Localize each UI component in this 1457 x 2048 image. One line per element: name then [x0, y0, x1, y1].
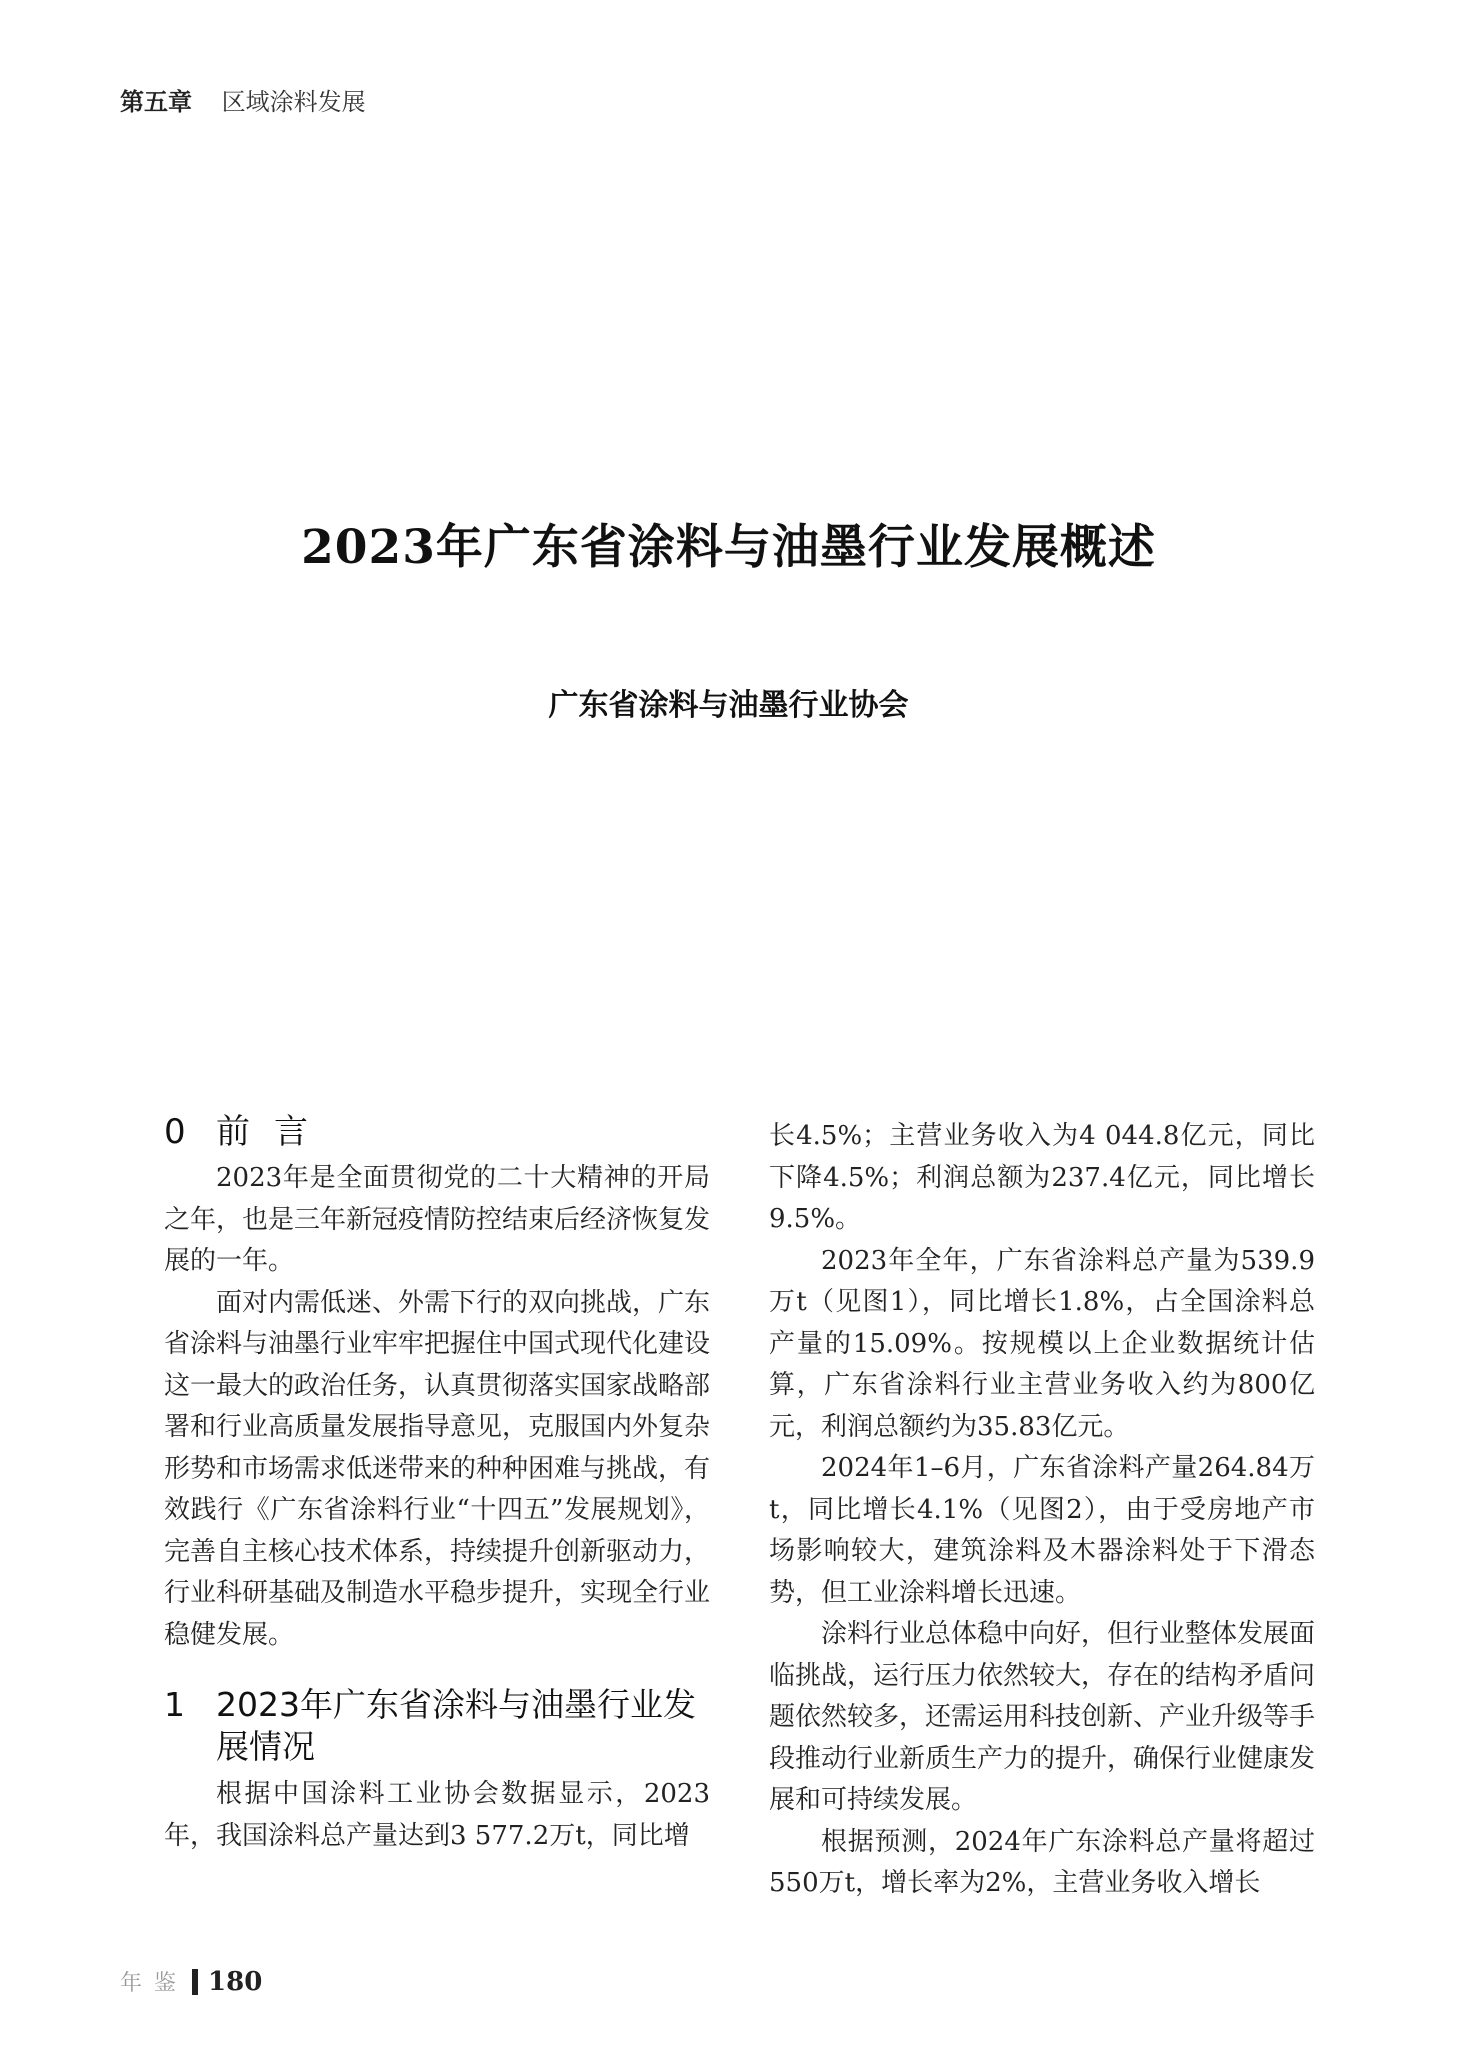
- page-footer: [120, 1966, 262, 1997]
- paragraph: 面对内需低迷、外需下行的双向挑战，广东省涂料与油墨行业牢牢把握住中国式现代化建设这一最大的政治任务，认真贯彻落实国家战略部署和行业高质量发展指导意见，克服国内外复杂形势和市场需求低迷带来的种种困难与挑战，有效践行《广东省涂料行业“十四五”发展规划》，完善自主核心技术体系，持续提升创新驱动力，行业科研基础及制造水平稳步提升，实现全行业稳健发展。: [164, 1287, 711, 1650]
- article-author: 广东省涂料与油墨行业协会: [548, 688, 909, 723]
- section-number: 0: [164, 1112, 186, 1152]
- paragraph: 根据中国涂料工业协会数据显示，2023年，我国涂料总产量达到3 577.2万t，同比增: [164, 1779, 710, 1851]
- right-column: [769, 1116, 1315, 1905]
- paragraph: 长4.5%；主营业务收入为4 044.8亿元，同比下降4.5%；利润总额为237.4亿元，同比增长9.5%。: [769, 1121, 1315, 1234]
- running-head: [120, 82, 366, 117]
- paragraph: 2024年1–6月，广东省涂料产量264.84万t，同比增长4.1%（见图2），由于受房地产市场影响较大，建筑涂料及木器涂料处于下滑态势，但工业涂料增长迅速。: [769, 1453, 1315, 1608]
- paragraph: 2023年是全面贯彻党的二十大精神的开局之年，也是三年新冠疫情防控结束后经济恢复发展的一年。: [164, 1163, 711, 1276]
- paragraph: 根据预测，2024年广东涂料总产量将超过550万t，增长率为2%，主营业务收入增长: [769, 1826, 1315, 1898]
- section-heading-development: [164, 1684, 710, 1768]
- section-heading-preface: [164, 1110, 710, 1154]
- paragraph: 涂料行业总体稳中向好，但行业整体发展面临挑战，运行压力依然较大，存在的结构矛盾问题依然较多，还需运用科技创新、产业升级等手段推动行业新质生产力的提升，确保行业健康发展和可持续发展。: [769, 1619, 1316, 1815]
- chapter-label: 第五章: [120, 88, 192, 116]
- footer-divider: [192, 1969, 198, 1995]
- section-number: 1: [164, 1685, 185, 1724]
- section-title: 2023年广东省涂料与油墨行业发展情况: [216, 1685, 696, 1766]
- section-title: 前言: [216, 1112, 332, 1152]
- section-label: 区域涂料发展: [221, 88, 366, 116]
- footer-label: 年鉴: [120, 1971, 189, 1996]
- page-number: 180: [208, 1966, 263, 1997]
- article-title: 2023年广东省涂料与油墨行业发展概述: [301, 520, 1156, 575]
- left-column: [164, 1110, 710, 1857]
- paragraph: 2023年全年，广东省涂料总产量为539.9万t（见图1），同比增长1.8%，占全国涂料总产量的15.09%。按规模以上企业数据统计估算，广东省涂料行业主营业务收入约为800亿元，利润总额约为35.83亿元。: [769, 1245, 1315, 1442]
